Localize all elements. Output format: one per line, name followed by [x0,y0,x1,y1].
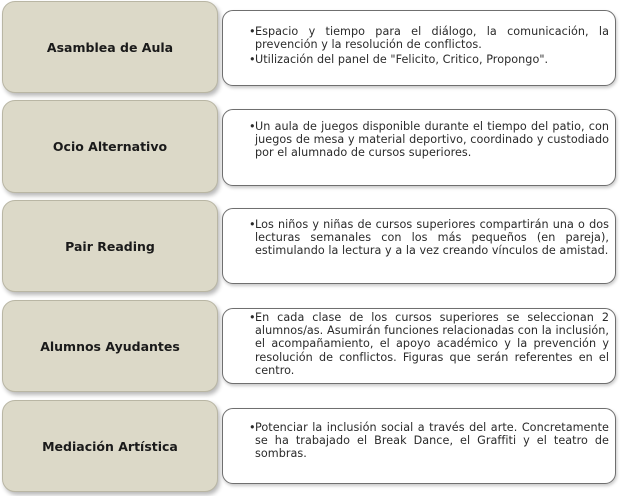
list-item [249,421,609,461]
bullet-icon: • [249,421,256,434]
label-mediacion-artistica: Mediación Artística [42,438,178,454]
list-item [249,218,609,258]
bullet-icon: • [249,53,256,67]
bullet-icon: • [249,311,256,324]
list-item [249,120,609,160]
label-alumnos-ayudantes: Alumnos Ayudantes [40,338,180,354]
item-text: Potenciar la inclusión social a través del arte. Concretamente se ha trabajado el Break Dance, el Graffiti y el teatro de sombras. [255,421,609,461]
label-box-alumnos [2,300,218,392]
label-box-pair-reading [2,200,218,292]
label-asamblea-de-aula: Asamblea de Aula [46,39,174,55]
description-list [249,25,609,67]
item-text: Los niños y niñas de cursos superiores compartirán una o dos lecturas semanales con los más pequeños (en pareja), estimulando la lectura y a la vez creando vínculos de amistad. [255,218,609,258]
list-item [249,53,609,67]
label-box-ocio [2,100,218,193]
list-item [249,311,609,377]
description-list [249,218,609,258]
label-box-mediacion [2,400,218,492]
item-text: Un aula de juegos disponible durante el tiempo del patio, con juegos de mesa y material deportivo, coordinado y custodiado por el alumnado de cursos superiores. [255,120,609,160]
list-item [249,25,609,52]
item-text: En cada clase de los cursos superiores se seleccionan 2 alumnos/as. Asumirán funciones relacionadas con la inclusión, el acompañamiento, el apoyo académico y la prevención y resolución de conflictos. Figuras que serán referentes en el centro. [255,311,609,377]
item-text: Espacio y tiempo para el diálogo, la comunicación, la prevención y la resolución de conflictos. [255,25,609,52]
description-box-mediacion [222,408,616,484]
bullet-icon: • [249,25,256,38]
label-ocio-alternativo: Ocio Alternativo [52,139,168,154]
description-box-asamblea [222,10,616,86]
description-box-ocio [222,109,616,186]
label-box-asamblea [2,1,218,93]
label-pair-reading: Pair Reading [65,238,155,254]
description-box-alumnos [222,308,616,384]
bullet-icon: • [249,120,256,133]
bullet-icon: • [249,218,256,231]
description-box-pair-reading [222,208,616,284]
item-text: Utilización del panel de "Felicito, Critico, Propongo". [255,53,549,67]
description-list [249,120,609,160]
description-list [249,421,609,461]
description-list [249,311,609,377]
